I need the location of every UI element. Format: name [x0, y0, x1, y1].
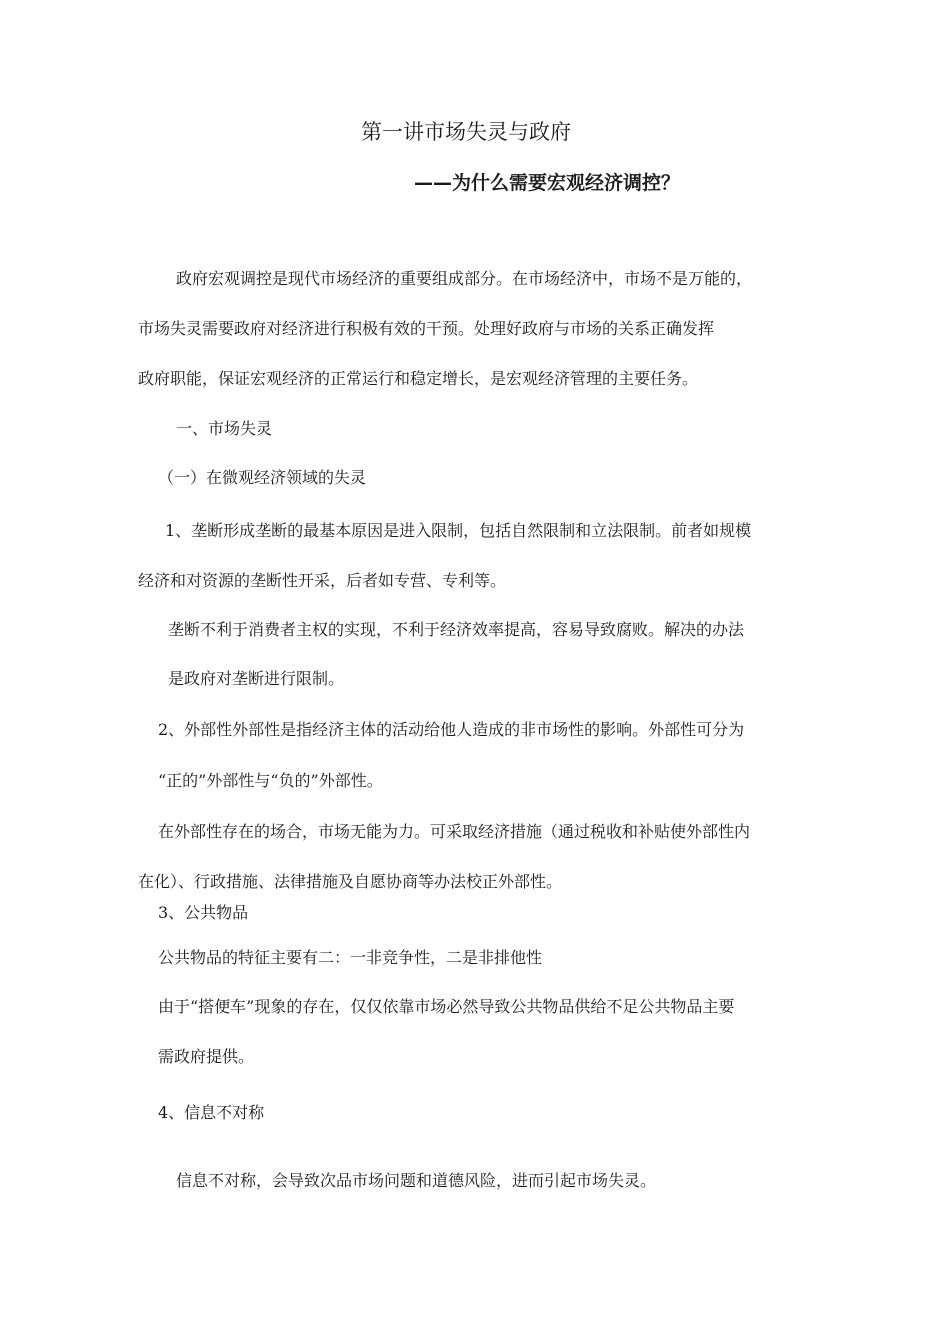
monopoly-paragraph-line-1: 垄断不利于消费者主权的实现，不利于经济效率提高，容易导致腐败。解决的办法 — [168, 620, 745, 639]
public-goods-paragraph-line-1: 由于“搭便车”现象的存在，仅仅依靠市场必然导致公共物品供给不足公共物品主要 — [158, 997, 735, 1016]
item-information-asymmetry-heading: 4、信息不对称 — [158, 1103, 265, 1122]
document-title: 第一讲市场失灵与政府 — [361, 120, 571, 144]
intro-paragraph-line-3: 政府职能，保证宏观经济的正常运行和稳定增长，是宏观经济管理的主要任务。 — [138, 369, 699, 388]
subsection-heading-micro: （一）在微观经济领域的失灵 — [158, 468, 367, 487]
externality-paragraph-line-2: 在化）、行政措施、法律措施及自愿协商等办法校正外部性。 — [138, 872, 563, 891]
externality-paragraph-line-1: 在外部性存在的场合，市场无能为力。可采取经济措施（通过税收和补贴使外部性内 — [158, 822, 751, 841]
intro-paragraph-line-2: 市场失灵需要政府对经济进行积极有效的干预。处理好政府与市场的关系正确发挥 — [138, 319, 715, 338]
intro-paragraph-line-1: 政府宏观调控是现代市场经济的重要组成部分。在市场经济中，市场不是万能的， — [176, 269, 753, 288]
public-goods-paragraph-line-2: 需政府提供。 — [158, 1047, 255, 1066]
document-subtitle: ——为什么需要宏观经济调控？ — [414, 172, 681, 194]
item-externality-line-1: 2、外部性外部性是指经济主体的活动给他人造成的非市场性的影响。外部性可分为 — [158, 720, 745, 739]
item-monopoly-line-2: 经济和对资源的垄断性开采，后者如专营、专利等。 — [138, 571, 507, 590]
item-public-goods-heading: 3、公共物品 — [158, 903, 249, 922]
item-externality-line-2: “正的”外部性与“负的”外部性。 — [158, 771, 383, 790]
section-heading-market-failure: 一、市场失灵 — [176, 419, 273, 438]
item-monopoly-line-1: 1、垄断形成垄断的最基本原因是进入限制，包括自然限制和立法限制。前者如规模 — [165, 521, 752, 540]
information-asymmetry-paragraph: 信息不对称，会导致次品市场问题和道德风险，进而引起市场失灵。 — [176, 1171, 657, 1190]
public-goods-feature: 公共物品的特征主要有二：一非竞争性，二是非排他性 — [158, 948, 543, 967]
monopoly-paragraph-line-2: 是政府对垄断进行限制。 — [168, 669, 345, 688]
